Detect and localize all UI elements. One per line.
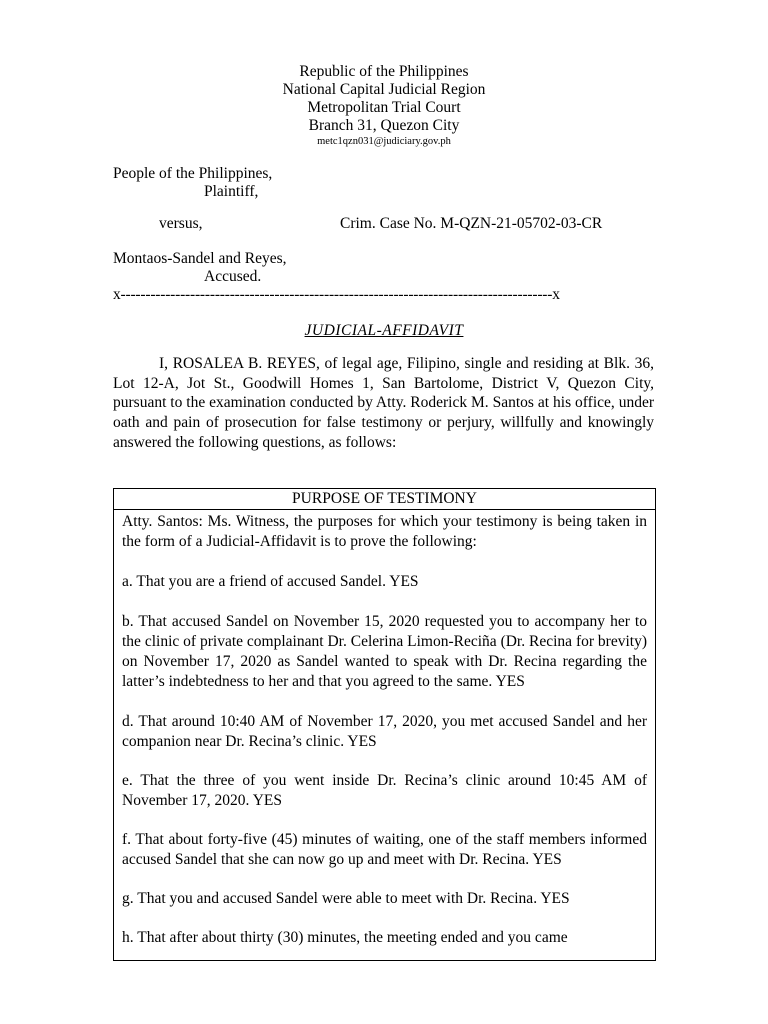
purpose-item-g: g. That you and accused Sandel were able to meet with Dr. Recina. YES: [122, 890, 570, 907]
accused-name: Montaos-Sandel and Reyes,: [113, 250, 287, 267]
court-header: [0, 63, 768, 149]
plaintiff-name: People of the Philippines,: [113, 165, 273, 182]
purpose-item-f: f. That about forty-five (45) minutes of waiting, one of the staff members informed accused Sandel that she can now go up and meet with Dr. Recina. YES: [122, 831, 647, 868]
intro-paragraph: I, ROSALEA B. REYES, of legal age, Filipino, single and residing at Blk. 36, Lot 12-A, Jot St., Goodwill Homes 1, San Bartolome, District V, Quezon City, pursuant to the examination conducted by Atty. Roderick M. Santos at his office, under oath and pain of prosecution for false testimony or perjury, willfully and knowingly answered the following questions, as follows:: [113, 355, 654, 451]
purpose-item-h: h. That after about thirty (30) minutes, the meeting ended and you came: [122, 929, 568, 946]
purpose-lead: Atty. Santos: Ms. Witness, the purposes for which your testimony is being taken in the form of a Judicial-Affidavit is to prove the following:: [122, 513, 647, 550]
purpose-heading: PURPOSE OF TESTIMONY: [114, 489, 655, 510]
purpose-table: [113, 488, 656, 961]
accused-role: Accused.: [204, 268, 262, 285]
header-republic: Republic of the Philippines: [299, 63, 469, 80]
document-title: JUDICIAL-AFFIDAVIT: [304, 322, 464, 339]
header-branch: Branch 31, Quezon City: [308, 117, 460, 134]
header-region: National Capital Judicial Region: [282, 81, 486, 98]
purpose-body: [114, 510, 655, 948]
header-court: Metropolitan Trial Court: [307, 99, 461, 116]
caption-separator: x---------------------------------------------------------------------------------------x: [113, 286, 560, 303]
purpose-item-b: b. That accused Sandel on November 15, 2020 requested you to accompany her to the clinic of private complainant Dr. Celerina Limon-Reciña (Dr. Recina for brevity) on November 17, 2020 as Sandel wanted to speak with Dr. Recina regarding the latter’s indebtedness to her and that you agreed to the same. YES: [122, 613, 647, 690]
versus-label: versus,: [159, 215, 203, 232]
purpose-item-e: e. That the three of you went inside Dr. Recina’s clinic around 10:45 AM of November 17, 2020. YES: [122, 772, 647, 809]
header-email: metc1qzn031@judiciary.gov.ph: [317, 136, 451, 147]
purpose-item-a: a. That you are a friend of accused Sandel. YES: [122, 573, 419, 590]
purpose-item-d: d. That around 10:40 AM of November 17, 2020, you met accused Sandel and her companion near Dr. Recina’s clinic. YES: [122, 713, 647, 750]
plaintiff-role: Plaintiff,: [204, 183, 259, 200]
case-number: Crim. Case No. M-QZN-21-05702-03-CR: [340, 215, 603, 232]
